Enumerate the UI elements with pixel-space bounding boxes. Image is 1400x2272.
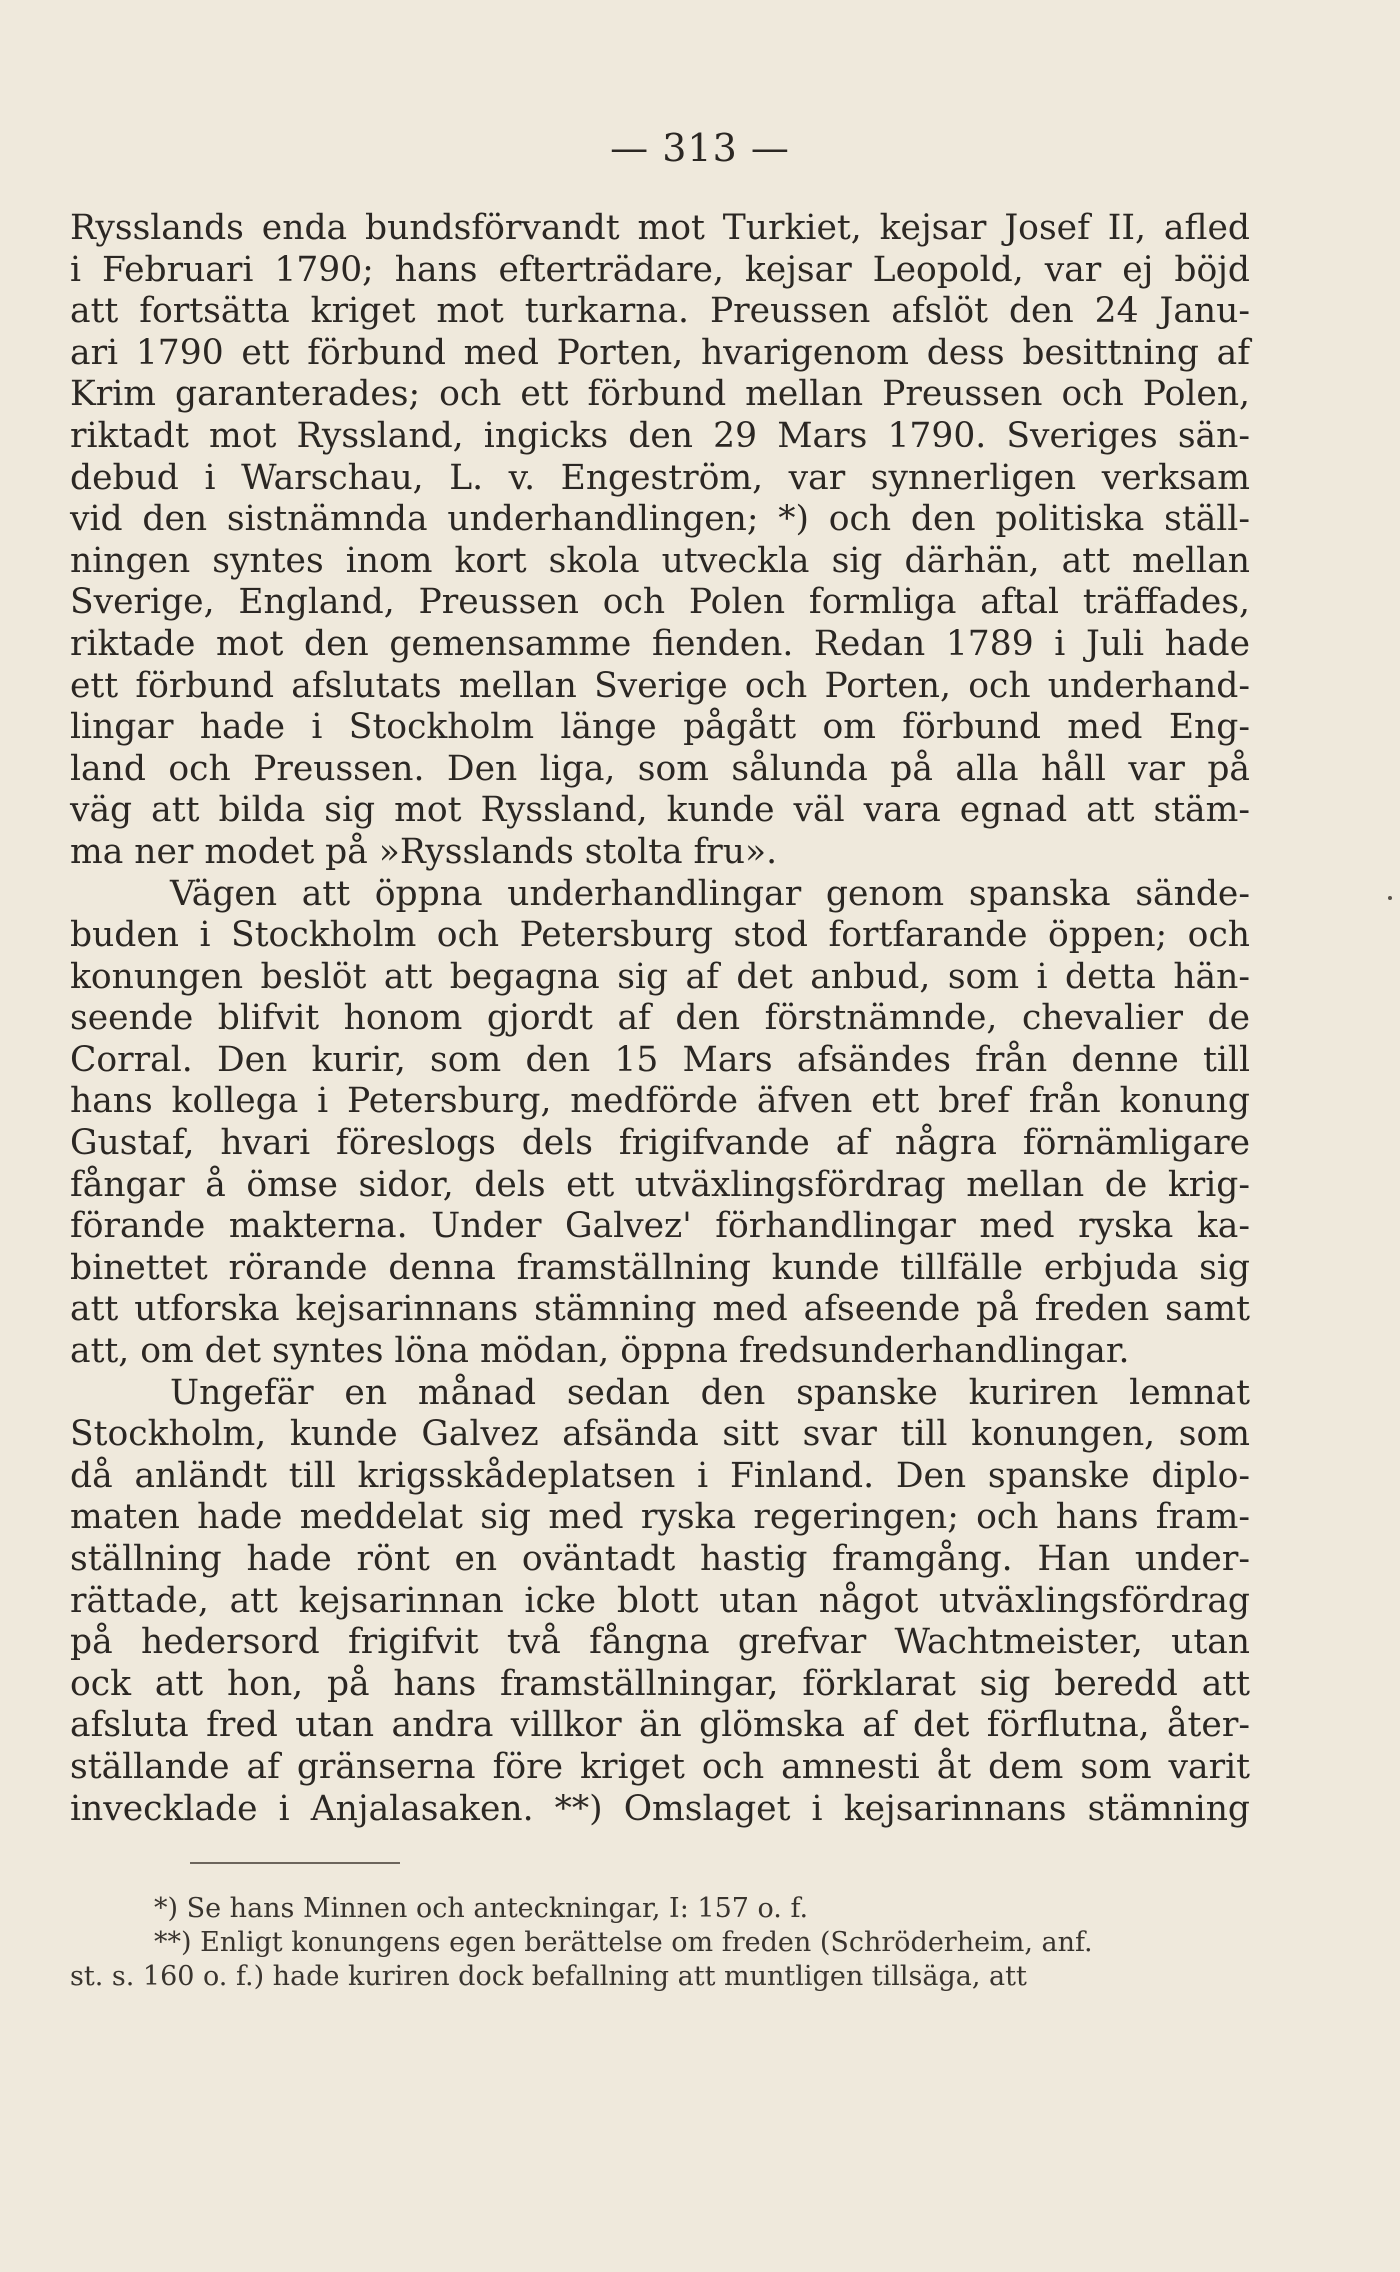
- text-line: då anländt till krigsskådeplatsen i Finland. Den spanske diplo-: [70, 1455, 1250, 1496]
- text-line: att utforska kejsarinnans stämning med afseende på freden samt: [70, 1289, 1250, 1330]
- footnotes: [70, 1892, 1250, 1994]
- paragraph-start: Ungefär en månad sedan den spanske kuriren lemnat: [170, 1372, 1250, 1413]
- text-line: Krim garanterades; och ett förbund mellan Preussen och Polen,: [70, 374, 1250, 415]
- text-line: binettet rörande denna framställning kunde tillfälle erbjuda sig: [70, 1247, 1250, 1288]
- text-line: konungen beslöt att begagna sig af det anbud, som i detta hän-: [70, 956, 1250, 997]
- text-line: debud i Warschau, L. v. Engeström, var synnerligen verksam: [70, 457, 1250, 498]
- text-line: ställande af gränserna före kriget och amnesti åt dem som varit: [70, 1746, 1250, 1787]
- text-line: Sverige, England, Preussen och Polen formliga aftal träffades,: [70, 582, 1250, 623]
- text-line: riktadt mot Ryssland, ingicks den 29 Mars 1790. Sveriges sän-: [70, 415, 1250, 456]
- text-line: ett förbund afslutats mellan Sverige och Porten, och underhand-: [70, 665, 1250, 706]
- text-line: ari 1790 ett förbund med Porten, hvarigenom dess besittning af: [70, 332, 1250, 373]
- text-line: i Februari 1790; hans efterträdare, kejsar Leopold, var ej böjd: [70, 249, 1250, 290]
- text-line: ställning hade rönt en oväntadt hastig framgång. Han under-: [70, 1539, 1250, 1579]
- margin-speck: [1388, 896, 1392, 900]
- footnote-divider: [190, 1862, 400, 1864]
- text-line: hans kollega i Petersburg, medförde äfven ett bref från konung: [70, 1081, 1250, 1122]
- text-line: vid den sistnämnda underhandlingen; *) och den politiska ställ-: [70, 499, 1250, 540]
- text-line: att, om det syntes löna mödan, öppna fredsunderhandlingar.: [70, 1331, 1130, 1372]
- text-line: land och Preussen. Den liga, som sålunda på alla håll var på: [70, 748, 1250, 789]
- text-line: Rysslands enda bundsförvandt mot Turkiet, kejsar Josef II, afled: [70, 208, 1250, 248]
- page-number: — 313 —: [610, 126, 790, 170]
- text-line: maten hade meddelat sig med ryska regeringen; och hans fram-: [70, 1497, 1250, 1538]
- text-line: väg att bilda sig mot Ryssland, kunde väl vara egnad att stäm-: [70, 790, 1250, 831]
- text-line: ma ner modet på »Rysslands stolta fru».: [70, 831, 778, 872]
- text-line: buden i Stockholm och Petersburg stod fortfarande öppen; och: [70, 915, 1250, 956]
- text-line: fångar å ömse sidor, dels ett utväxlingsfördrag mellan de krig-: [70, 1164, 1250, 1205]
- body-text: [70, 208, 1250, 1830]
- text-line: ock att hon, på hans framställningar, förklarat sig beredd att: [70, 1663, 1250, 1704]
- text-line: ningen syntes inom kort skola utveckla sig därhän, att mellan: [70, 540, 1250, 581]
- text-line: seende blifvit honom gjordt af den förstnämnde, chevalier de: [70, 998, 1250, 1039]
- text-line: Stockholm, kunde Galvez afsända sitt svar till konungen, som: [70, 1414, 1250, 1455]
- text-line: lingar hade i Stockholm länge pågått om förbund med Eng-: [70, 707, 1250, 748]
- paragraph-start: Vägen att öppna underhandlingar genom spanska sände-: [170, 873, 1250, 914]
- text-line: rättade, att kejsarinnan icke blott utan något utväxlingsfördrag: [70, 1580, 1250, 1621]
- text-line: Gustaf, hvari föreslogs dels frigifvande af några förnämligare: [70, 1123, 1250, 1164]
- footnote: **) Enligt konungens egen berättelse om freden (Schröderheim, anf.: [154, 1927, 1093, 1958]
- text-line: förande makterna. Under Galvez' förhandlingar med ryska ka-: [70, 1206, 1250, 1247]
- text-line: invecklade i Anjalasaken. **) Omslaget i kejsarinnans stämning: [70, 1788, 1250, 1829]
- text-line: riktade mot den gemensamme fienden. Redan 1789 i Juli hade: [70, 623, 1250, 664]
- text-line: Corral. Den kurir, som den 15 Mars afsändes från denne till: [70, 1039, 1250, 1080]
- text-line: på hedersord frigifvit två fångna grefvar Wachtmeister, utan: [70, 1622, 1250, 1663]
- text-line: att fortsätta kriget mot turkarna. Preussen afslöt den 24 Janu-: [70, 291, 1250, 332]
- footnote-continuation: st. s. 160 o. f.) hade kuriren dock befallning att muntligen tillsäga, att: [70, 1961, 1027, 1992]
- text-line: afsluta fred utan andra villkor än glömska af det förflutna, åter-: [70, 1705, 1250, 1746]
- footnote: *) Se hans Minnen och anteckningar, I: 157 o. f.: [154, 1893, 809, 1924]
